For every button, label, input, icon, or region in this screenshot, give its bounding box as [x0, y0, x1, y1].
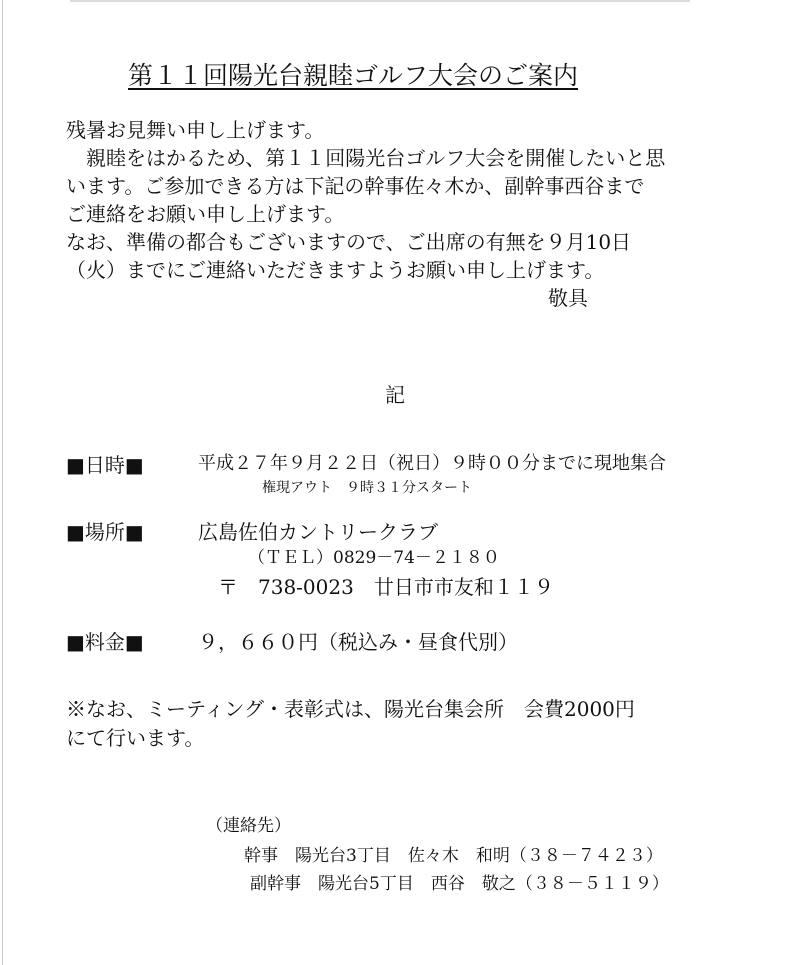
place-address: 〒 738-0023 廿日市市友和１１９ [218, 575, 554, 599]
datetime-label: ■日時■ [66, 453, 144, 477]
contact-line-2: 副幹事 陽光台5丁目 西谷 敬之（３８－５１１９） [250, 874, 669, 894]
note-line-2: にて行います。 [66, 726, 205, 750]
intro-line-1: 残暑お見舞い申し上げます。 [66, 118, 325, 142]
place-label: ■場所■ [66, 520, 144, 544]
closing-keigu: 敬具 [548, 286, 588, 310]
ki-heading: 記 [385, 383, 405, 407]
contact-line-1: 幹事 陽光台3丁目 佐々木 和明（３８－７４２３） [244, 846, 663, 866]
document-title: 第１１回陽光台親睦ゴルフ大会のご案内 [128, 61, 579, 90]
datetime-sub: 権現アウト ９時３１分スタート [262, 480, 472, 496]
note-line-1: ※なお、ミーティング・表彰式は、陽光台集会所 会費2000円 [66, 697, 635, 721]
datetime-value: 平成２７年９月２２日（祝日）９時００分までに現地集合 [198, 453, 666, 474]
place-tel: （ＴＥＬ）0829－74－２１８０ [248, 548, 500, 568]
page-edge [2, 0, 3, 965]
fee-value: ９，６６０円（税込み・昼食代別） [198, 630, 518, 654]
intro-line-6: （火）までにご連絡いただきますようお願い申し上げます。 [66, 258, 605, 282]
place-name: 広島佐伯カントリークラブ [198, 520, 438, 544]
intro-line-5: なお、準備の都合もございますので、ご出席の有無を９月10日 [66, 230, 632, 254]
contact-heading: （連絡先） [206, 816, 291, 836]
fee-label: ■料金■ [66, 630, 144, 654]
intro-line-3: います。ご参加できる方は下記の幹事佐々木か、副幹事西谷まで [66, 174, 645, 198]
scan-edge [70, 0, 690, 2]
intro-line-2: 親睦をはかるため、第１１回陽光台ゴルフ大会を開催したいと思 [66, 146, 666, 170]
intro-line-4: ご連絡をお願い申し上げます。 [66, 202, 345, 226]
